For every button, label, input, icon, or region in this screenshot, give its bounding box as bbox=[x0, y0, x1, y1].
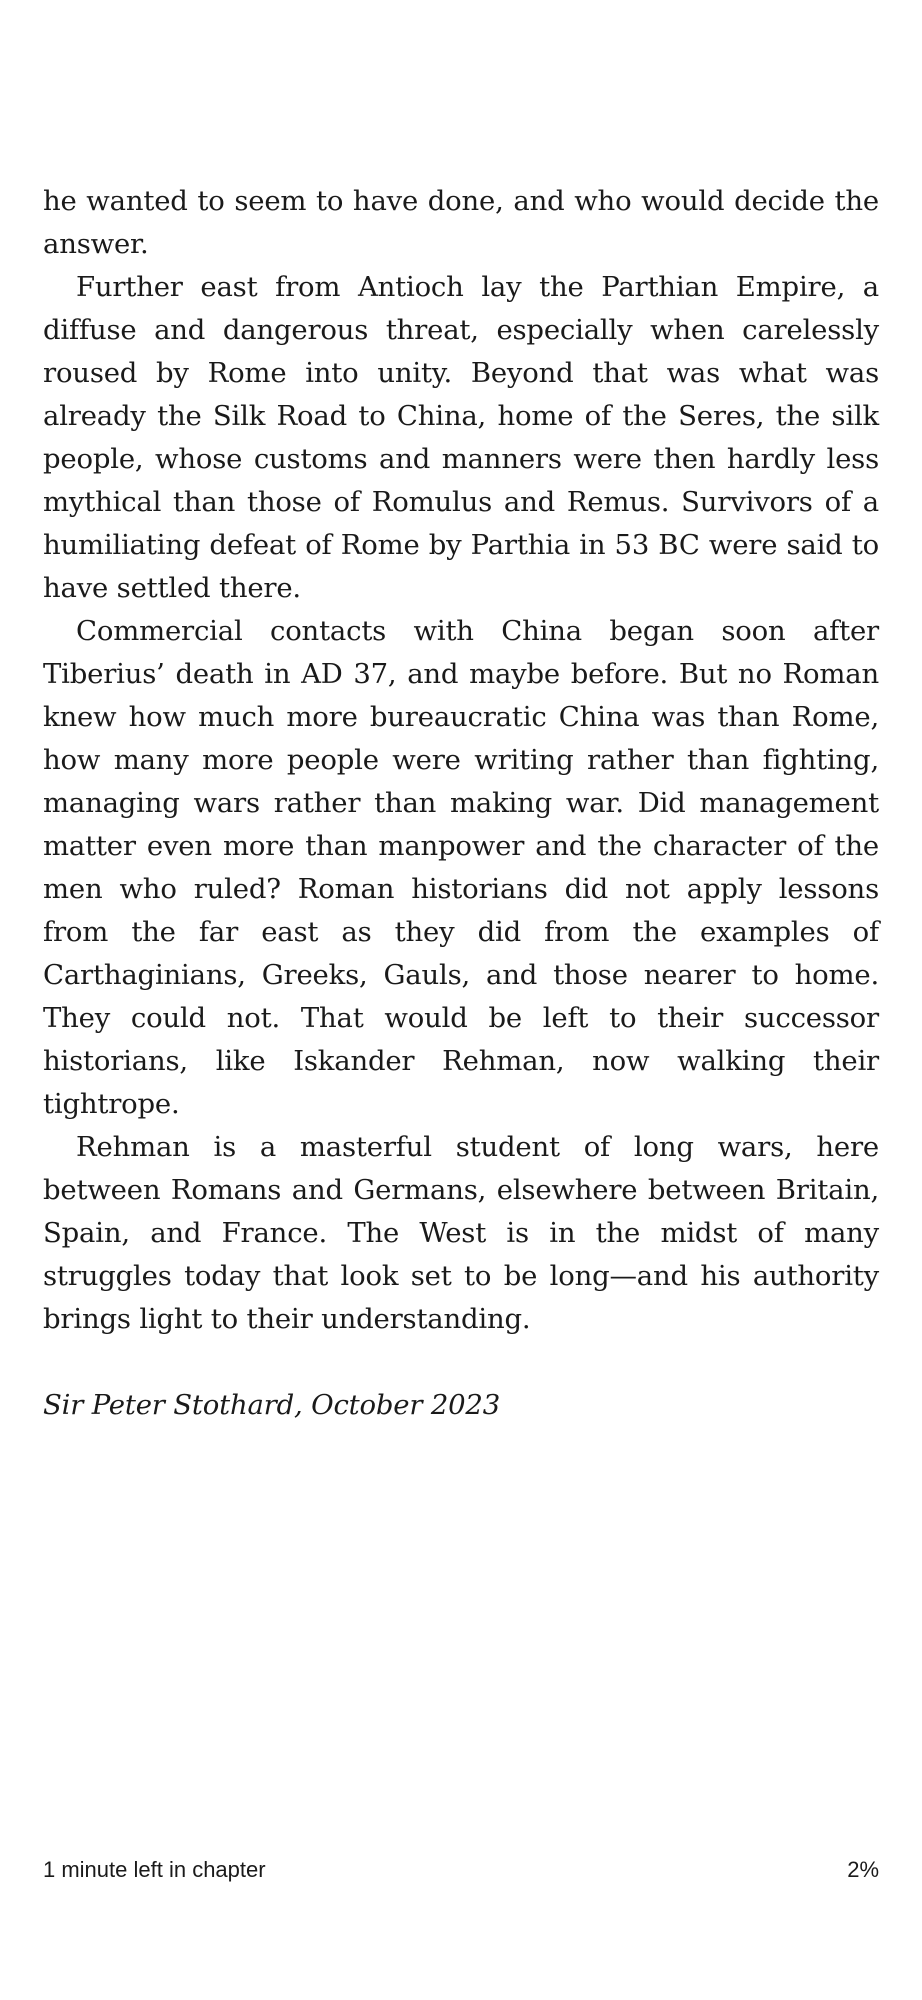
book-progress-percent: 2% bbox=[847, 1857, 879, 1882]
reading-progress-footer bbox=[43, 1855, 879, 1885]
book-text bbox=[43, 180, 879, 1427]
paragraph-parthian-empire: Further east from Antioch lay the Parthian Empire, a diffuse and dangerous threat, especially when carelessly roused by Rome into unity. Beyond that was what was already the Silk Road to China, home of the Seres, the silk people, whose customs and manners were then hardly less mythical than those of Romulus and Remus. Survivors of a humiliating defeat of Rome by Parthia in 53 BC were said to have settled there. bbox=[43, 271, 879, 604]
author-signature: Sir Peter Stothard, October 2023 bbox=[43, 1389, 501, 1421]
paragraph-rehman: Rehman is a masterful student of long wars, here between Romans and Germans, elsewhere between Britain, Spain, and France. The West is in the midst of many struggles today that look set to be long—and his authority brings light to their understanding. bbox=[43, 1131, 879, 1335]
time-left-in-chapter: 1 minute left in chapter bbox=[43, 1857, 266, 1882]
paragraph-continued: he wanted to seem to have done, and who would decide the answer. bbox=[43, 185, 879, 260]
paragraph-commercial-contacts: Commercial contacts with China began soon after Tiberius’ death in AD 37, and maybe before. But no Roman knew how much more bureaucratic China was than Rome, how many more people were writing rather than fighting, managing wars rather than making war. Did management matter even more than manpower and the character of the men who ruled? Roman historians did not apply lessons from the far east as they did from the examples of Carthaginians, Greeks, Gauls, and those nearer to home. They could not. That would be left to their successor historians, like Iskander Rehman, now walking their tightrope. bbox=[43, 615, 879, 1120]
